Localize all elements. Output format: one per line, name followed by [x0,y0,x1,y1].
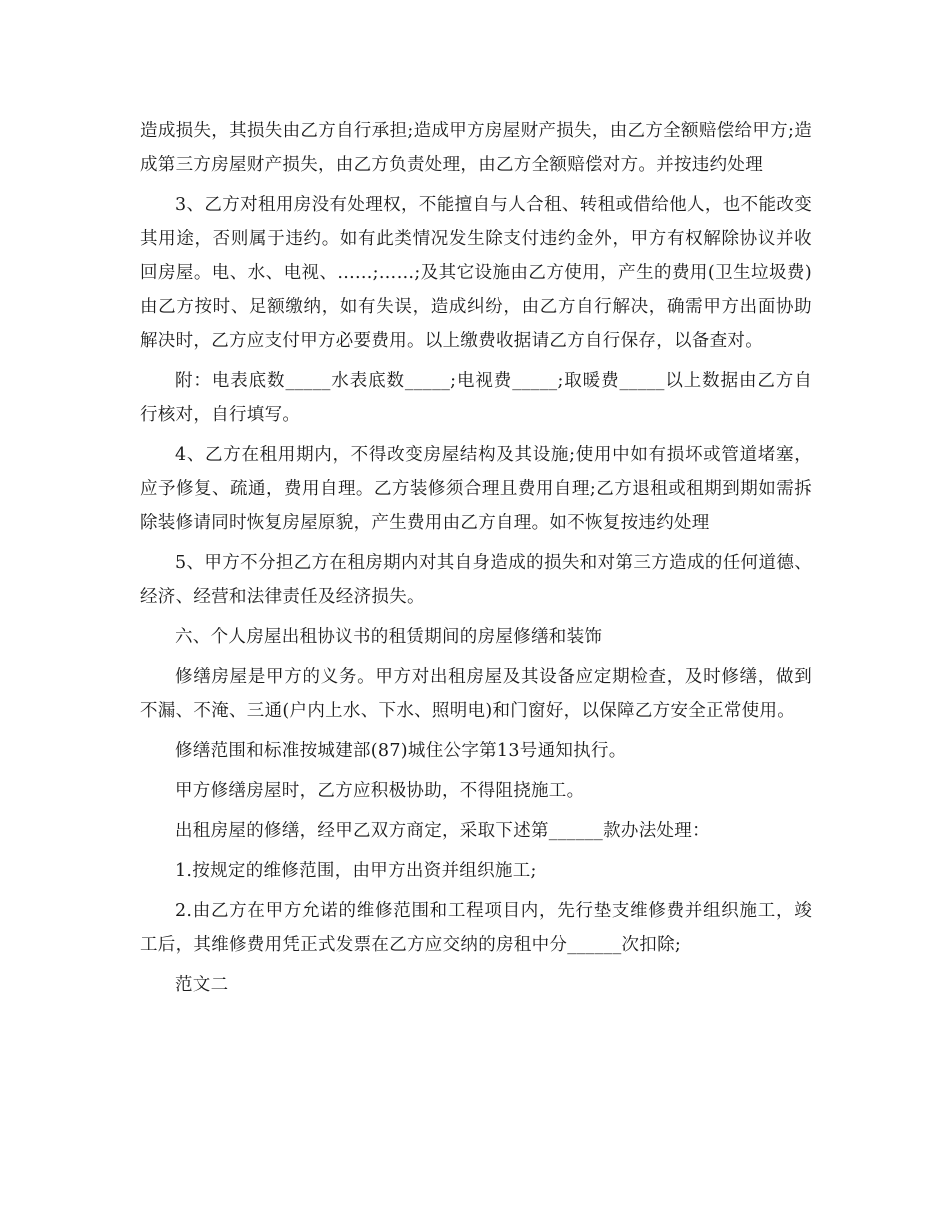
paragraph-clause-4: 4、乙方在租用期内，不得改变房屋结构及其设施;使用中如有损坏或管道堵塞，应予修复、疏通，费用自理。乙方装修须合理且费用自理;乙方退租或租期到期如需拆除装修请同时恢复房屋原貌，产生费用由乙方自理。如不恢复按违约处理 [140,445,812,533]
list-item-method-2: 2.由乙方在甲方允诺的维修范围和工程项目内，先行垫支维修费并组织施工，竣工后，其维修费用凭正式发票在乙方应交纳的房租中分______次扣除; [140,901,812,955]
paragraph-loss-liability: 造成损失，其损失由乙方自行承担;造成甲方房屋财产损失，由乙方全额赔偿给甲方;造成第三方房屋财产损失，由乙方负责处理，由乙方全额赔偿对方。并按违约处理 [140,121,812,175]
section-heading-repairs: 六、个人房屋出租协议书的租赁期间的房屋修缮和装饰 [175,627,603,647]
paragraph-repair-obligation: 修缮房屋是甲方的义务。甲方对出租房屋及其设备应定期检查，及时修缮，做到不漏、不淹、三通(户内上水、下水、照明电)和门窗好，以保障乙方安全正常使用。 [140,667,812,721]
paragraph-clause-5: 5、甲方不分担乙方在租房期内对其自身造成的损失和对第三方造成的任何道德、经济、经营和法律责任及经济损失。 [140,553,812,607]
paragraph-repair-method: 出租房屋的修缮，经甲乙双方商定，采取下述第______款办法处理： [175,821,710,841]
document-body [140,114,812,1002]
paragraph-repair-cooperation: 甲方修缮房屋时，乙方应积极协助，不得阻挠施工。 [175,781,585,801]
paragraph-repair-standard: 修缮范围和标准按城建部(87)城住公字第13号通知执行。 [175,741,627,761]
paragraph-meter-readings: 附：电表底数_____水表底数_____;电视费_____;取暖费_____以上数据由乙方自行核对，自行填写。 [140,371,812,425]
section-heading-sample-two: 范文二 [175,975,229,995]
list-item-method-1: 1.按规定的维修范围，由甲方出资并组织施工; [175,861,537,881]
paragraph-clause-3: 3、乙方对租用房没有处理权，不能擅自与人合租、转租或借给他人，也不能改变其用途，否则属于违约。如有此类情况发生除支付违约金外，甲方有权解除协议并收回房屋。电、水、电视、......;……;及其它设施由乙方使用，产生的费用(卫生垃圾费)由乙方按时、足额缴纳，如有失误，造成纠纷，由乙方自行解决，确需甲方出面协助解决时，乙方应支付甲方必要费用。以上缴费收据请乙方自行保存，以备查对。 [140,195,812,351]
